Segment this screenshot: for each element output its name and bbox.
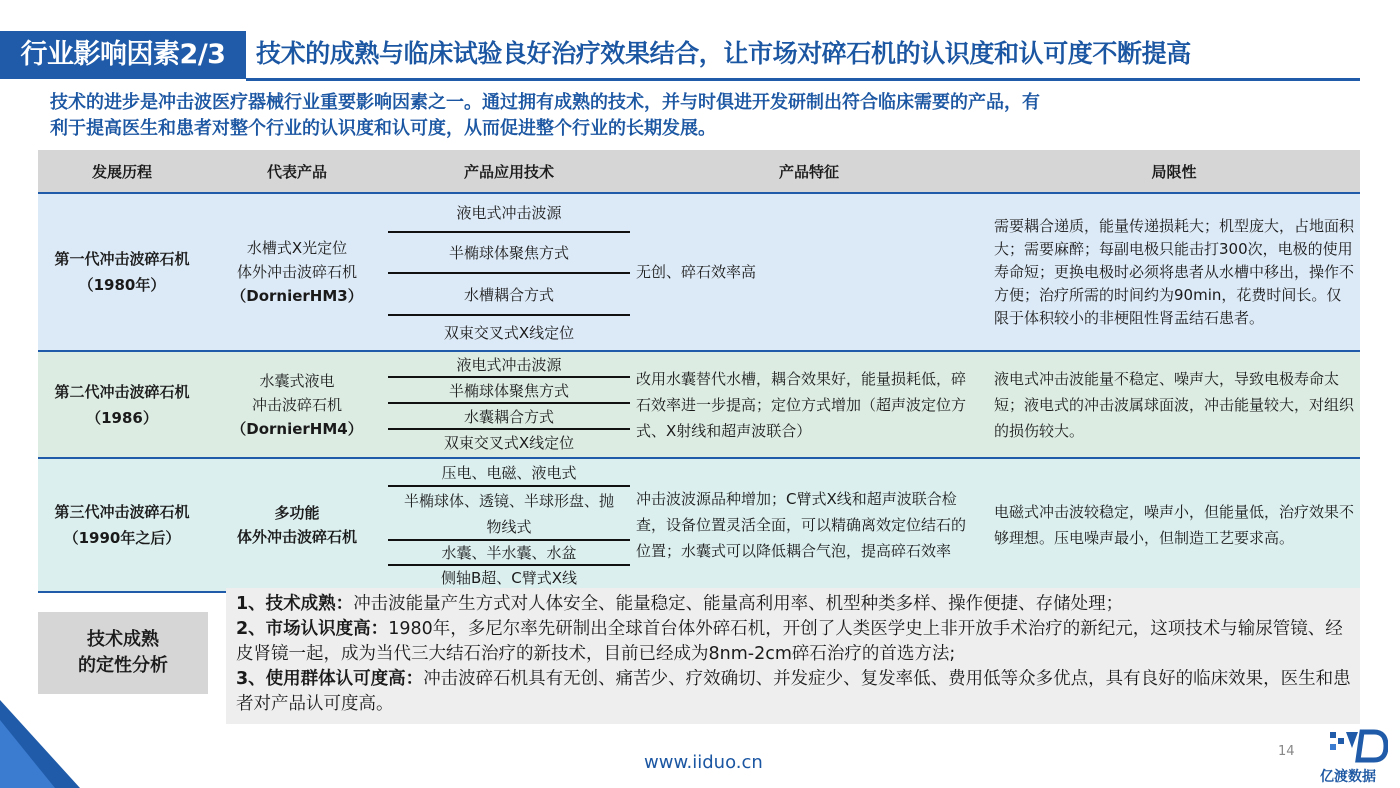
- development-table: [38, 150, 1360, 593]
- product-line: 水囊式液电: [259, 371, 335, 390]
- analysis-point-body: 冲击波碎石机具有无创、痛苦少、疗效确切、并发症少、复发率低、费用低等众多优点，具有良好的临床效果，医生和患者对产品认可度高。: [236, 669, 1351, 714]
- intro-line: 技术的进步是冲击波医疗器械行业重要影响因素之一。通过拥有成熟的技术，并与时俱进开发研制出符合临床需要的产品，有: [50, 92, 1040, 113]
- tech-item: 半椭球体聚焦方式: [388, 378, 630, 404]
- tech-cell: [388, 458, 630, 592]
- analysis-label: [38, 612, 208, 694]
- stage-year: （1980年）: [78, 276, 166, 294]
- table-row: [38, 351, 1360, 458]
- analysis-point-body: 1980年，多尼尔率先研制出全球首台体外碎石机，开创了人类医学史上非开放手术治疗的新纪元，这项技术与输尿管镜、经皮肾镜一起，成为当代三大结石治疗的新技术，目前已经成为8nm-2cm碎石治疗的首选方法;: [236, 619, 1343, 664]
- tech-item: 双束交叉式X线定位: [443, 434, 575, 452]
- tech-item: 侧轴B超、C臂式X线: [440, 569, 578, 587]
- feature-cell: 改用水囊替代水槽，耦合效果好，能量损耗低，碎石效率进一步提高；定位方式增加（超声波定位方式、X射线和超声波联合）: [630, 351, 988, 458]
- title-divider: [246, 78, 1360, 81]
- column-header: 发展历程: [38, 150, 206, 193]
- corner-decoration: [0, 700, 80, 788]
- limitation-cell: 需要耦合递质，能量传递损耗大；机型庞大，占地面积大；需要麻醉；每副电极只能击打300次，电极的使用寿命短；更换电极时必须将患者从水槽中移出，操作不方便；治疗所需的时间约为90min，花费时间长。仅限于体积较小的非梗阻性肾盂结石患者。: [988, 193, 1360, 351]
- tech-cell: [388, 351, 630, 458]
- product-model: （DornierHM3）: [231, 287, 363, 305]
- product-line: 体外冲击波碎石机: [236, 528, 357, 546]
- tech-item: 半椭球体、透镜、半球形盘、抛物线式: [388, 487, 630, 541]
- stage-name: 第二代冲击波碎石机: [54, 382, 190, 401]
- column-header: 代表产品: [206, 150, 388, 193]
- product-line: 冲击波碎石机: [251, 395, 342, 414]
- table-row: [38, 458, 1360, 592]
- stage-name: 第三代冲击波碎石机: [54, 503, 190, 521]
- table-row: [38, 193, 1360, 351]
- table-header-row: [38, 150, 1360, 193]
- product-line: 水槽式X光定位: [246, 239, 348, 257]
- product-line: 体外冲击波碎石机: [236, 263, 357, 281]
- tech-item: 液电式冲击波源: [388, 352, 630, 378]
- tech-item: 液电式冲击波源: [388, 194, 630, 233]
- intro-paragraph: [50, 90, 1350, 142]
- stage-cell: [38, 458, 206, 592]
- tech-item: 半椭球体聚焦方式: [388, 233, 630, 274]
- stage-year: （1990年之后）: [63, 529, 181, 547]
- product-model: （DornierHM4）: [231, 419, 363, 438]
- page-number: 14: [1278, 744, 1295, 759]
- analysis-point: [236, 617, 1356, 667]
- column-header: 产品特征: [630, 150, 988, 193]
- stage-name: 第一代冲击波碎石机: [54, 250, 190, 268]
- product-cell: [206, 458, 388, 592]
- feature-cell: 无创、碎石效率高: [630, 193, 988, 351]
- section-title: 行业影响因素2/3: [0, 31, 246, 79]
- stage-cell: [38, 351, 206, 458]
- footer-url[interactable]: www.iiduo.cn: [644, 752, 763, 773]
- analysis-point-head: 1、技术成熟：: [236, 594, 354, 614]
- analysis-point-body: 冲击波能量产生方式对人体安全、能量稳定、能量高利用率、机型种类多样、操作便捷、存储处理；: [353, 594, 1124, 614]
- tech-item: 水囊耦合方式: [388, 404, 630, 430]
- feature-cell: 冲击波波源品种增加；C臂式X线和超声波联合检查，设备位置灵活全面，可以精确离效定位结石的位置；水囊式可以降低耦合气泡，提高碎石效率: [630, 458, 988, 592]
- tech-item: 双束交叉式X线定位: [443, 324, 575, 342]
- tech-cell: [388, 193, 630, 351]
- intro-line: 利于提高医生和患者对整个行业的认识度和认可度，从而促进整个行业的长期发展。: [50, 118, 716, 139]
- product-cell: [206, 351, 388, 458]
- tech-item: 水槽耦合方式: [388, 274, 630, 316]
- analysis-label-line: 的定性分析: [78, 655, 168, 676]
- limitation-cell: 液电式冲击波能量不稳定、噪声大，导致电极寿命太短；液电式的冲击波属球面波，冲击能量较大，对组织的损伤较大。: [988, 351, 1360, 458]
- analysis-point-head: 2、市场认识度高：: [236, 619, 389, 639]
- stage-cell: [38, 193, 206, 351]
- brand-logo-text: 亿渡数据: [1320, 769, 1376, 785]
- analysis-point: [236, 592, 1356, 617]
- tech-item: 压电、电磁、液电式: [388, 459, 630, 487]
- analysis-point: [236, 667, 1356, 717]
- tech-item: 水囊、半水囊、水盆: [388, 541, 630, 566]
- product-line: 多功能: [274, 504, 320, 522]
- page-headline: 技术的成熟与临床试验良好治疗效果结合，让市场对碎石机的认识度和认可度不断提高: [256, 39, 1191, 68]
- analysis-text: [236, 592, 1356, 717]
- analysis-label-line: 技术成熟: [87, 629, 159, 650]
- limitation-cell: 电磁式冲击波较稳定，噪声小，但能量低，治疗效果不够理想。压电噪声最小，但制造工艺要求高。: [988, 458, 1360, 592]
- brand-logo-icon: [1328, 728, 1388, 766]
- column-header: 产品应用技术: [388, 150, 630, 193]
- stage-year: （1986）: [86, 408, 158, 427]
- column-header: 局限性: [988, 150, 1360, 193]
- product-cell: [206, 193, 388, 351]
- analysis-point-head: 3、使用群体认可度高：: [236, 669, 424, 689]
